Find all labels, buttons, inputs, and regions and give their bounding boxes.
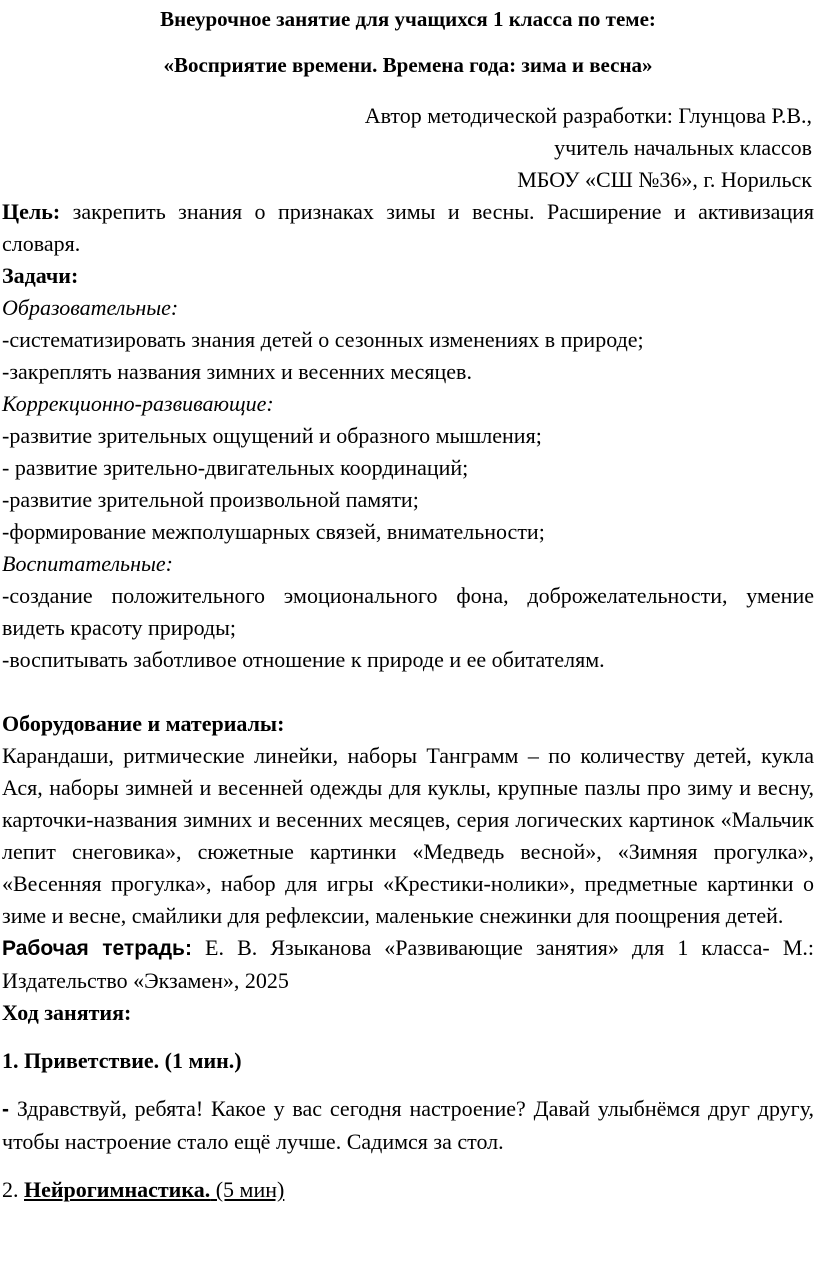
author-line: Автор методической разработки: Глунцова Р.В., [364, 103, 812, 128]
step2-heading [2, 1174, 814, 1206]
goal-paragraph [2, 196, 814, 260]
title-line-1: Внеурочное занятие для учащихся 1 класса по теме: [160, 7, 656, 31]
correction-item: -формирование межполушарных связей, внимательности; [2, 519, 545, 544]
spacer [2, 1158, 814, 1174]
upbringing-item: -создание положительного эмоционального фона, доброжелательности, умение видеть красоту природы; [2, 583, 814, 640]
spacer [2, 1029, 814, 1045]
spacer [2, 1077, 814, 1093]
educational-item: -закреплять названия зимних и весенних месяцев. [2, 359, 472, 384]
correction-item: - развитие зрительно-двигательных координаций; [2, 455, 469, 480]
educational-label: Образовательные: [2, 295, 179, 320]
step1-dash: - [2, 1098, 9, 1121]
step1-heading: 1. Приветствие. (1 мин.) [2, 1048, 242, 1073]
workbook-label: Рабочая тетрадь: [2, 937, 192, 960]
equipment-text: Карандаши, ритмические линейки, наборы Танграмм – по количеству детей, кукла Ася, наборы зимней и весенней одежды для куклы, крупные пазлы про зиму и весну, карточки-названия зимних и весенних месяцев, серия логических картинок «Мальчик лепит снеговика», сюжетные картинки «Медведь весной», «Зимняя прогулка», «Весенняя прогулка», набор для игры «Крестики-нолики», предметные картинки о зиме и весне, смайлики для рефлексии, маленькие снежинки для поощрения детей. [2, 743, 814, 928]
upbringing-item: -воспитывать заботливое отношение к природе и ее обитателям. [2, 647, 605, 672]
tasks-label: Задачи: [2, 263, 79, 288]
workbook-text: Е. В. Языканова «Развивающие занятия» для 1 класса- М.: Издательство «Экзамен», 2025 [2, 935, 815, 993]
title-line-2: «Восприятие времени. Времена года: зима и весна» [163, 53, 653, 77]
correction-item: -развитие зрительных ощущений и образного мышления; [2, 423, 542, 448]
author-position: учитель начальных классов [554, 135, 812, 160]
educational-item: -систематизировать знания детей о сезонных изменениях в природе; [2, 327, 644, 352]
equipment-label: Оборудование и материалы: [2, 711, 285, 736]
spacer [2, 676, 814, 708]
upbringing-label: Воспитательные: [2, 551, 173, 576]
step2-title: Нейрогимнастика. [24, 1177, 211, 1202]
goal-text: закрепить знания о признаках зимы и весны. Расширение и активизация словаря. [2, 199, 814, 256]
goal-label: Цель: [2, 199, 61, 224]
course-label: Ход занятия: [2, 1000, 132, 1025]
step2-time: (5 мин) [210, 1177, 285, 1202]
author-school: МБОУ «СШ №36», г. Норильск [517, 167, 812, 192]
correction-item: -развитие зрительной произвольной памяти; [2, 487, 419, 512]
workbook-paragraph [2, 932, 814, 997]
correction-label: Коррекционно-развивающие: [2, 391, 274, 416]
step1-body: Здравствуй, ребята! Какое у вас сегодня настроение? Давай улыбнёмся друг другу, чтобы настроение стало ещё лучше. Садимся за стол. [2, 1096, 814, 1154]
step1-text [2, 1093, 814, 1158]
step2-number: 2. [2, 1177, 24, 1202]
author-block [365, 100, 812, 196]
document-body [2, 196, 814, 1206]
